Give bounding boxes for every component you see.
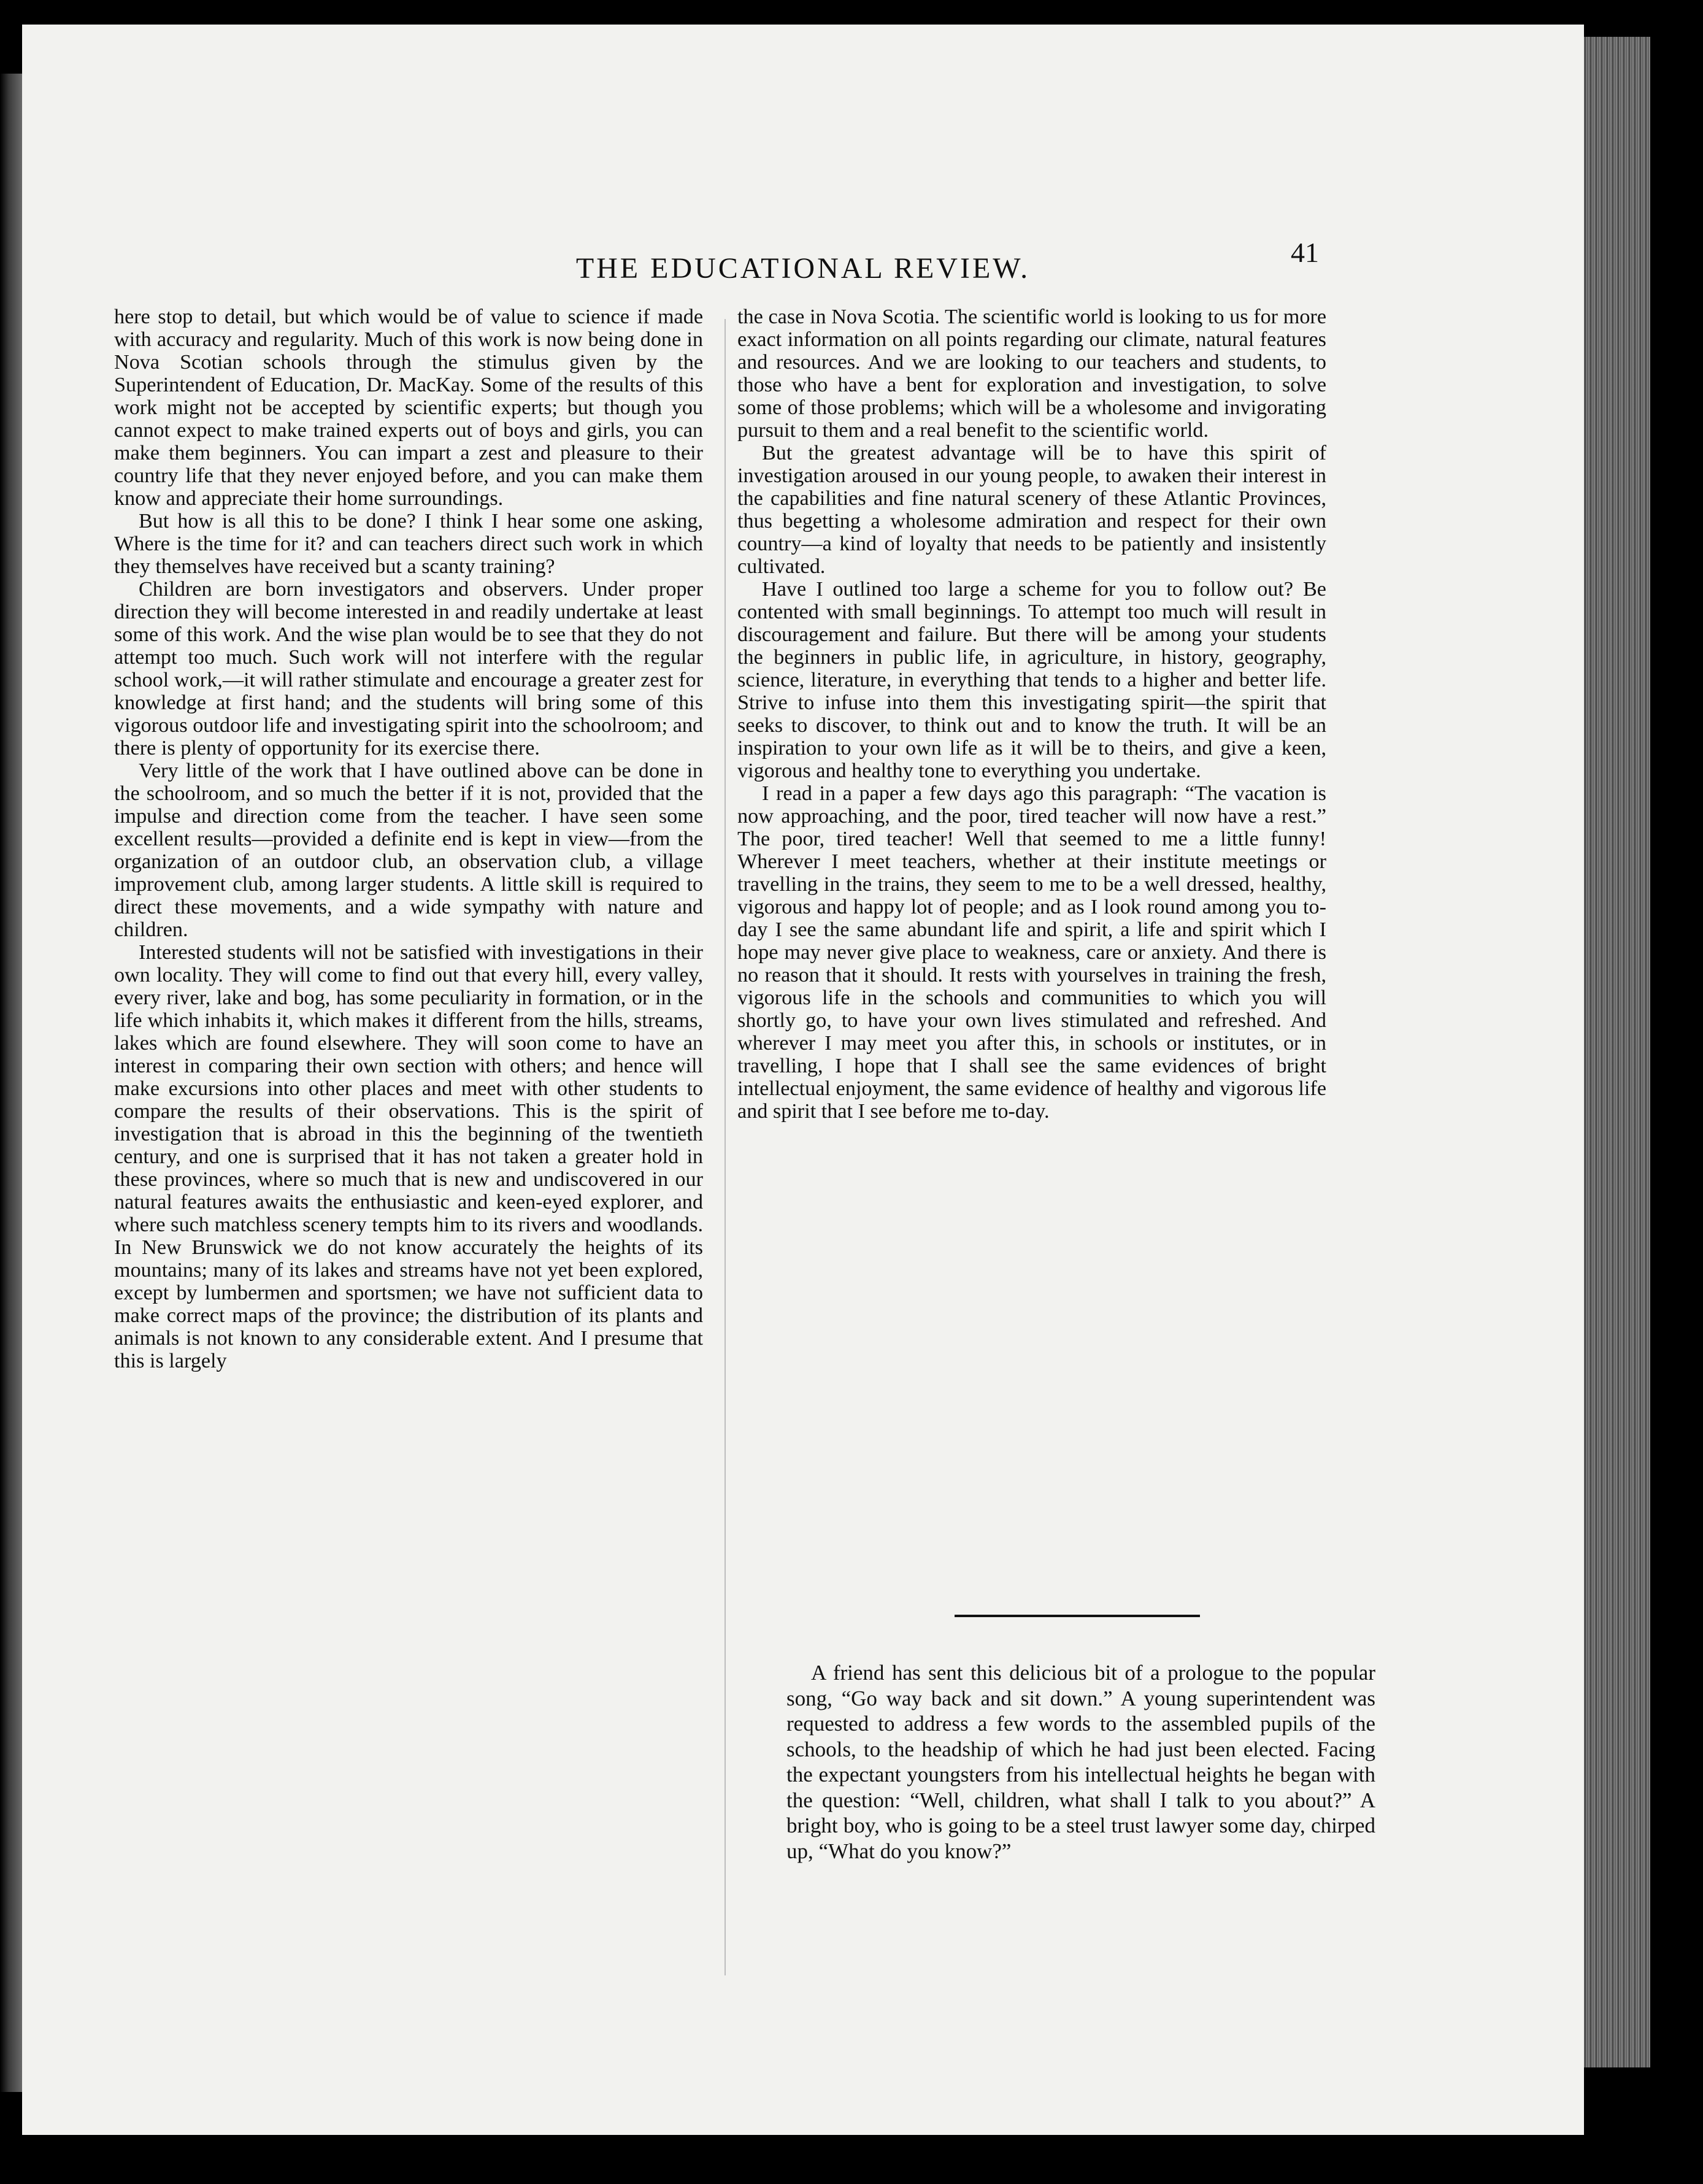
left-paragraph-4: Very little of the work that I have outlined above can be done in the schoolroom, and so much the better if it is not, provided that the impulse and direction come from the teacher. I have seen some excellent results—provided a definite end is kept in view—from the organization of an outdoor club, an observation club, a village improvement club, among larger students. A little skill is required to direct these movements, and a wide sympathy with nature and children.	[114, 759, 703, 941]
right-column	[737, 306, 1326, 1123]
section-divider	[955, 1615, 1200, 1617]
running-head: THE EDUCATIONAL REVIEW.	[575, 252, 1031, 285]
left-paragraph-5: Interested students will not be satisfied with investigations in their own locality. They will come to find out that every hill, every valley, every river, lake and bog, has some peculiarity in formation, or in the life which inhabits it, which makes it different from the hills, streams, lakes which are found elsewhere. They will soon come to have an interest in comparing their own section with others; and hence will make excursions into other places and meet with other students to compare the results of their observations. This is the spirit of investigation that is abroad in this the beginning of the twentieth century, and one is surprised that it has not taken a greater hold in these provinces, where so much that is new and undiscovered in our natural features awaits the enthusiastic and keen-eyed explorer, and where such matchless scenery tempts him to its rivers and woodlands. In New Brunswick we do not know accurately the heights of its mountains; many of its lakes and streams have not yet been explored, except by lumbermen and sportsmen; we have not sufficient data to make correct maps of the province; the distribution of its plants and animals is not known to any considerable extent. And I presume that this is largely	[114, 941, 703, 1372]
left-paragraph-1: here stop to detail, but which would be of value to science if made with accuracy and regularity. Much of this work is now being done in Nova Scotian schools through the stimulus given by the Superintendent of Education, Dr. MacKay. Some of the results of this work might not be accepted by scientific experts; but though you cannot expect to make trained experts out of boys and girls, you can make them beginners. You can impart a zest and pleasure to their country life that they never enjoyed before, and you can make them know and appreciate their home surroundings.	[114, 306, 703, 510]
left-paragraph-2: But how is all this to be done? I think I hear some one asking, Where is the time for it? and can teachers direct such work in which they themselves have received but a scanty training?	[114, 510, 703, 578]
anecdote-paragraph: A friend has sent this delicious bit of a prologue to the popular song, “Go way back and sit down.” A young superintendent was requested to address a few words to the assembled pupils of the schools, to the headship of which he had just been elected. Facing the expectant youngsters from his intellectual heights he began with the question: “Well, children, what shall I talk to you about?” A bright boy, who is going to be a steel trust lawyer some day, chirped up, “What do you know?”	[786, 1661, 1375, 1863]
left-column	[114, 306, 703, 1372]
right-paragraph-1: the case in Nova Scotia. The scientific world is looking to us for more exact information on all points regarding our climate, natural features and resources. And we are looking to our teachers and students, to those who have a bent for exploration and investigation, to solve some of those problems; which will be a wholesome and invigorating pursuit to them and a real benefit to the scientific world.	[737, 306, 1326, 442]
journal-page	[22, 25, 1584, 2135]
scan-left-border	[0, 74, 22, 2092]
page-number: 41	[1291, 237, 1319, 268]
anecdote-block	[786, 1660, 1375, 1864]
right-paragraph-3: Have I outlined too large a scheme for you to follow out? Be contented with small beginnings. To attempt too much will result in discouragement and failure. But there will be among your students the beginners in public life, in agriculture, in history, geography, science, literature, in everything that tends to a higher and better life. Strive to infuse into them this investigating spirit—the spirit that seeks to discover, to think out and to know the truth. It will be an inspiration to your own life as it will be to theirs, and give a keen, vigorous and healthy tone to everything you undertake.	[737, 578, 1326, 782]
right-paragraph-4: I read in a paper a few days ago this paragraph: “The vacation is now approaching, and the poor, tired teacher will now have a rest.” The poor, tired teacher! Well that seemed to me a little funny! Wherever I meet teachers, whether at their institute meetings or travelling in the trains, they seem to me to be a well dressed, healthy, vigorous and happy lot of people; and as I look round among you to-day I see the same abundant life and spirit, a life and spirit which I hope may never give place to weakness, care or anxiety. And there is no reason that it should. It rests with yourselves in training the fresh, vigorous life in the schools and communities to which you will shortly go, to have your own lives stimulated and refreshed. And wherever I may meet you after this, in schools or institutes, or in travelling, I hope that I shall see the same evidences of bright intellectual enjoyment, the same evidence of healthy and vigorous life and spirit that I see before me to-day.	[737, 782, 1326, 1123]
left-paragraph-3: Children are born investigators and observers. Under proper direction they will become interested in and readily undertake at least some of this work. And the wise plan would be to see that they do not attempt too much. Such work will not interfere with the regular school work,—it will rather stimulate and encourage a greater zest for knowledge at first hand; and the students will bring some of this vigorous outdoor life and investigating spirit into the schoolroom; and there is plenty of opportunity for its exercise there.	[114, 578, 703, 759]
column-gutter	[725, 319, 726, 1975]
right-paragraph-2: But the greatest advantage will be to have this spirit of investigation aroused in our young people, to awaken their interest in the capabilities and fine natural scenery of these Atlantic Provinces, thus begetting a wholesome admiration and respect for their own country—a kind of loyalty that needs to be patiently and insistently cultivated.	[737, 442, 1326, 578]
